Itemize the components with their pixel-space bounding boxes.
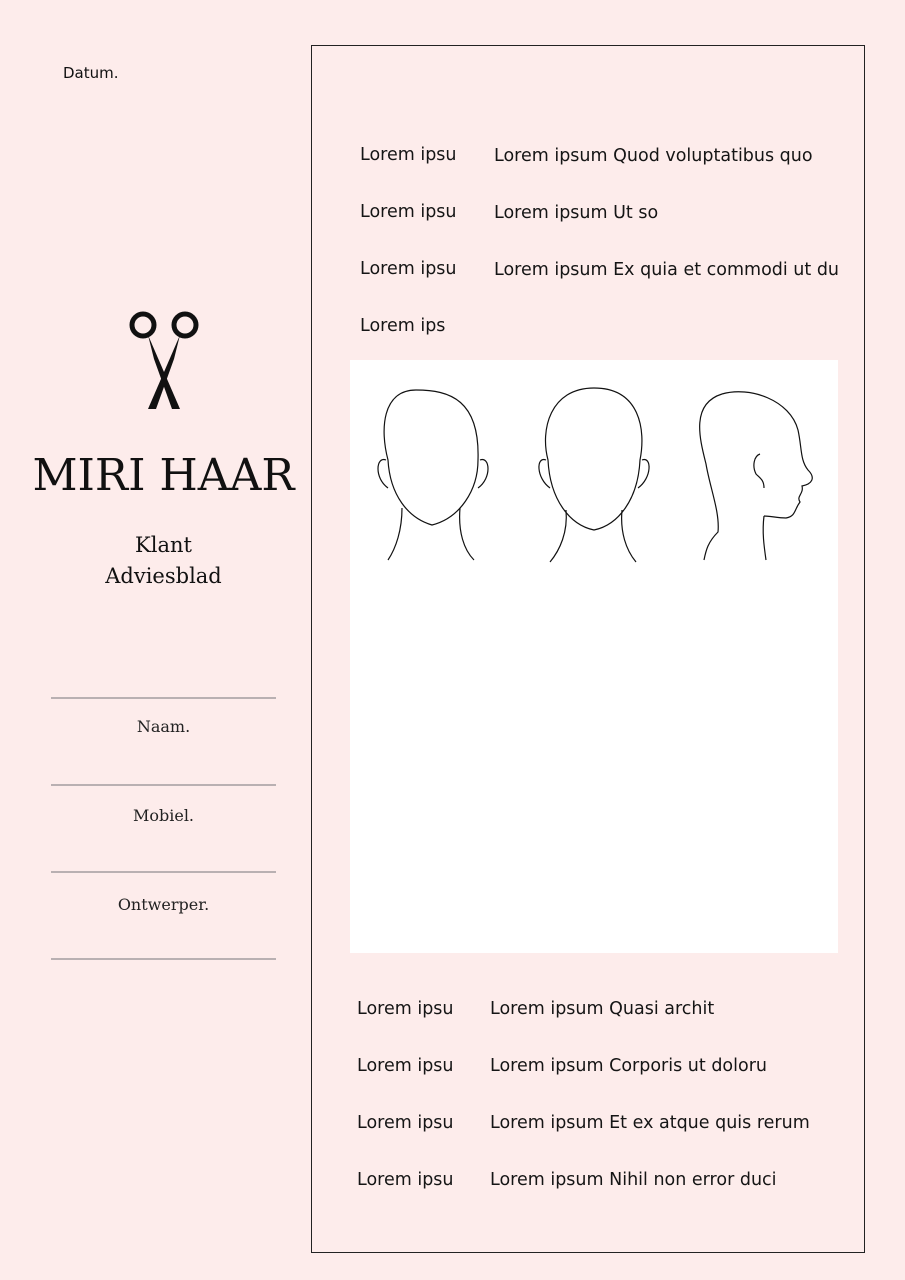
row-value: Lorem ipsum Quasi archit [490,999,715,1019]
row-label: Lorem ipsu [360,145,457,165]
row-value: Lorem ipsum Quod voluptatibus quo [494,146,813,166]
divider [51,697,276,699]
row-value: Lorem ipsum Corporis ut doloru [490,1056,767,1076]
head-front-icon [378,390,488,560]
brand-subtitle [0,530,327,592]
brand-name: MIRI HAAR [32,450,295,501]
row-label: Lorem ipsu [357,1170,454,1190]
head-back-icon [539,388,649,562]
head-side-icon [700,392,813,560]
designer-field[interactable]: Ontwerper. [117,895,210,914]
name-field[interactable]: Naam. [136,717,191,736]
row-label: Lorem ipsu [360,259,457,279]
row-label: Lorem ips [360,316,446,336]
mobile-field[interactable]: Mobiel. [132,806,195,825]
divider [51,958,276,960]
divider [51,784,276,786]
row-value: Lorem ipsum Ut so [494,203,659,223]
scissors-icon [124,305,204,415]
divider [51,871,276,873]
row-value: Lorem ipsum Ex quia et commodi ut du [494,260,840,280]
row-label: Lorem ipsu [360,202,457,222]
row-value: Lorem ipsum Nihil non error duci [490,1170,777,1190]
subtitle-line-2: Adviesblad [105,564,222,588]
row-value: Lorem ipsum Et ex atque quis rerum [490,1113,810,1133]
row-label: Lorem ipsu [357,1056,454,1076]
subtitle-line-1: Klant [135,533,192,557]
row-label: Lorem ipsu [357,999,454,1019]
date-label: Datum. [63,64,119,82]
row-label: Lorem ipsu [357,1113,454,1133]
head-sketch-area[interactable] [350,360,838,953]
